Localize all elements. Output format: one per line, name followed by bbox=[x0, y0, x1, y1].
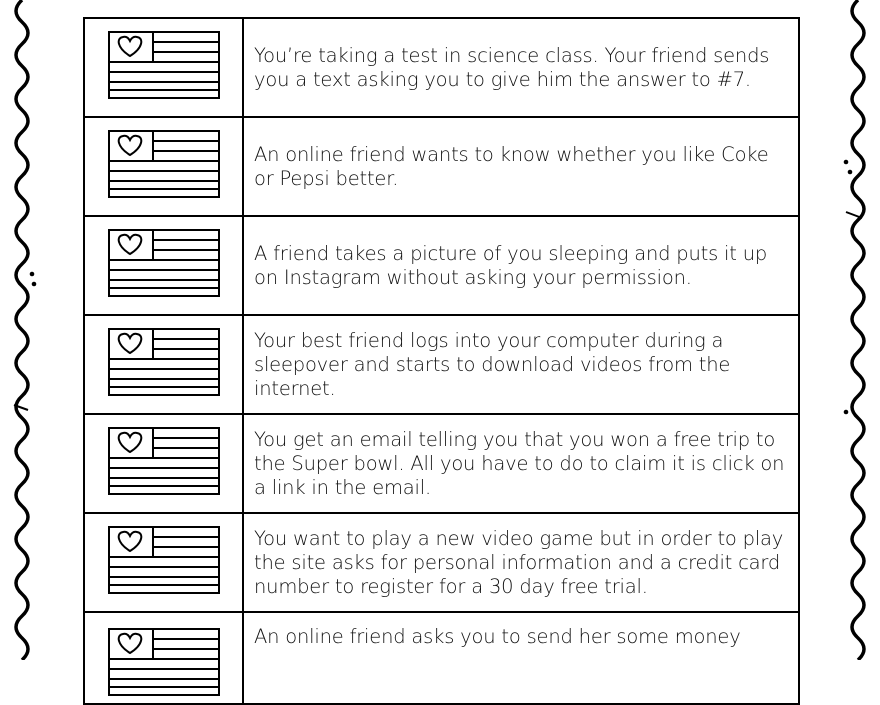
heart-flag-icon bbox=[107, 426, 221, 498]
table-row bbox=[84, 18, 799, 117]
scenario-text: An online friend asks you to send her some money bbox=[243, 612, 799, 704]
scenario-text: You’re taking a test in science class. Your friend sends you a text asking you to give him the answer to #7. bbox=[243, 18, 799, 117]
table-row bbox=[84, 414, 799, 513]
scenario-text: You want to play a new video game but in order to play the site asks for personal information and a credit card number to register for a 30 day free trial. bbox=[243, 513, 799, 612]
heart-flag-icon bbox=[107, 525, 221, 597]
table-row bbox=[84, 117, 799, 216]
scenario-text: An online friend wants to know whether you like Coke or Pepsi better. bbox=[243, 117, 799, 216]
scenario-text: You get an email telling you that you won a free trip to the Super bowl. All you have to do to claim it is click on a link in the email. bbox=[243, 414, 799, 513]
heart-flag-icon bbox=[107, 327, 221, 399]
scenario-text: Your best friend logs into your computer during a sleepover and starts to download videos from the internet. bbox=[243, 315, 799, 414]
heart-flag-icon bbox=[107, 627, 221, 699]
table-row bbox=[84, 612, 799, 704]
heart-flag-icon bbox=[107, 129, 221, 201]
table-row bbox=[84, 513, 799, 612]
table-row bbox=[84, 315, 799, 414]
heart-flag-icon bbox=[107, 30, 221, 102]
table-row bbox=[84, 216, 799, 315]
scenario-text: A friend takes a picture of you sleeping and puts it up on Instagram without asking your permission. bbox=[243, 216, 799, 315]
scenario-table bbox=[83, 17, 800, 705]
heart-flag-icon bbox=[107, 228, 221, 300]
